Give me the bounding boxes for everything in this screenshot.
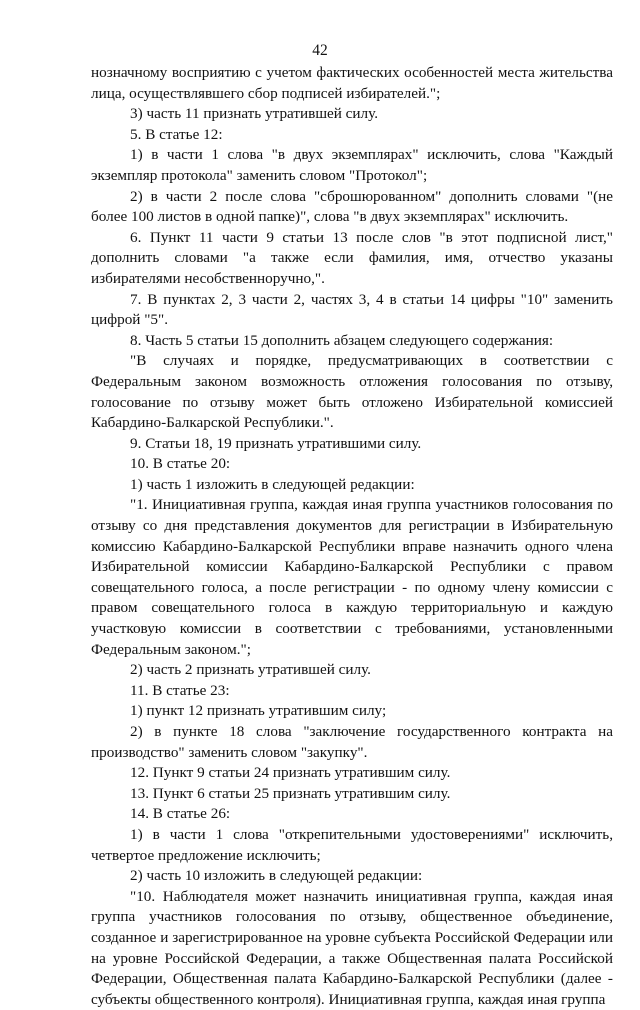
paragraph-item-14-quote: "10. Наблюдателя может назначить инициативная группа, каждая иная группа участников голосования по отзыву, общественное объединение, созданное и зарегистрированное на уровне субъекта Российской Федерации или на уровне Российской Федерации, а также Общественная палата Российской Федерации, Общественная палата Кабардино-Балкарской Республики (далее - субъекты общественного контроля). Инициативная группа, каждая иная группа: [91, 887, 613, 1008]
paragraph-item-10: 10. В статье 20:: [130, 455, 231, 473]
paragraph-item-10-sub-2: 2) часть 2 признать утратившей силу.: [130, 661, 371, 679]
paragraph-item-5: 5. В статье 12:: [130, 125, 223, 143]
paragraph-item-13: 13. Пункт 6 статьи 25 признать утратившим силу.: [130, 784, 451, 802]
paragraph-item-14-sub-1: 1) в части 1 слова "открепительными удостоверениями" исключить, четвертое предложение исключить;: [91, 825, 613, 864]
paragraph-item-12: 12. Пункт 9 статьи 24 признать утратившим силу.: [130, 764, 451, 782]
paragraph-item-11-sub-2: 2) в пункте 18 слова "заключение государственного контракта на производство" заменить словом "закупку".: [91, 723, 613, 761]
paragraph-continuation: нозначному восприятию с учетом фактических особенностей места жительства лица, осуществлявшего сбор подписей избирателей.";: [91, 64, 613, 102]
paragraph-item-5-sub-1: 1) в части 1 слова "в двух экземплярах" исключить, слова "Каждый экземпляр протокола" заменить словом "Протокол";: [91, 146, 613, 184]
paragraph-item-5-sub-2: 2) в части 2 после слова "сброшюрованном" дополнить словами "(не более 100 листов в одной папке)", слова "в двух экземплярах" исключить.: [91, 187, 613, 226]
paragraph-item-10-quote: "1. Инициативная группа, каждая иная группа участников голосования по отзыву со дня представления документов для регистрации в Избирательную комиссию Кабардино-Балкарской Республики вправе назначить одного члена Избирательной комиссии Кабардино-Балкарской Республики с правом совещательного голоса, а после регистрации - по одному члену комиссии с правом совещательного голоса в каждую территориальную и каждую участковую комиссии в соответствии с требованиями, установленными Федеральным законом.";: [91, 496, 613, 658]
page-number: 42: [312, 42, 328, 59]
paragraph-item-6: 6. Пункт 11 части 9 статьи 13 после слов "в этот подписной лист," дополнить словами "а также если фамилия, имя, отчество указаны избирателями несобственноручно,".: [91, 228, 613, 287]
paragraph-item-10-sub-1: 1) часть 1 изложить в следующей редакции:: [130, 475, 415, 493]
paragraph-item-11: 11. В статье 23:: [130, 681, 230, 699]
paragraph-item-8: 8. Часть 5 статьи 15 дополнить абзацем следующего содержания:: [130, 331, 554, 349]
paragraph-item-14-sub-2: 2) часть 10 изложить в следующей редакции:: [130, 867, 423, 885]
paragraph-item-9: 9. Статьи 18, 19 признать утратившими силу.: [130, 434, 422, 452]
paragraph-item-8-quote: "В случаях и порядке, предусматривающих в соответствии с Федеральным законом возможность отложения голосования по отзыву, голосование по отзыву может быть отложено Избирательной комиссией Кабардино-Балкарской Республики.".: [91, 352, 613, 432]
paragraph-item-11-sub-1: 1) пункт 12 признать утратившим силу;: [130, 702, 387, 720]
paragraph-item-7: 7. В пунктах 2, 3 части 2, частях 3, 4 в статьи 14 цифры "10" заменить цифрой "5".: [91, 290, 613, 329]
paragraph-part-11: 3) часть 11 признать утратившей силу.: [130, 105, 379, 123]
document-body: [91, 63, 613, 1010]
paragraph-item-14: 14. В статье 26:: [130, 805, 231, 823]
